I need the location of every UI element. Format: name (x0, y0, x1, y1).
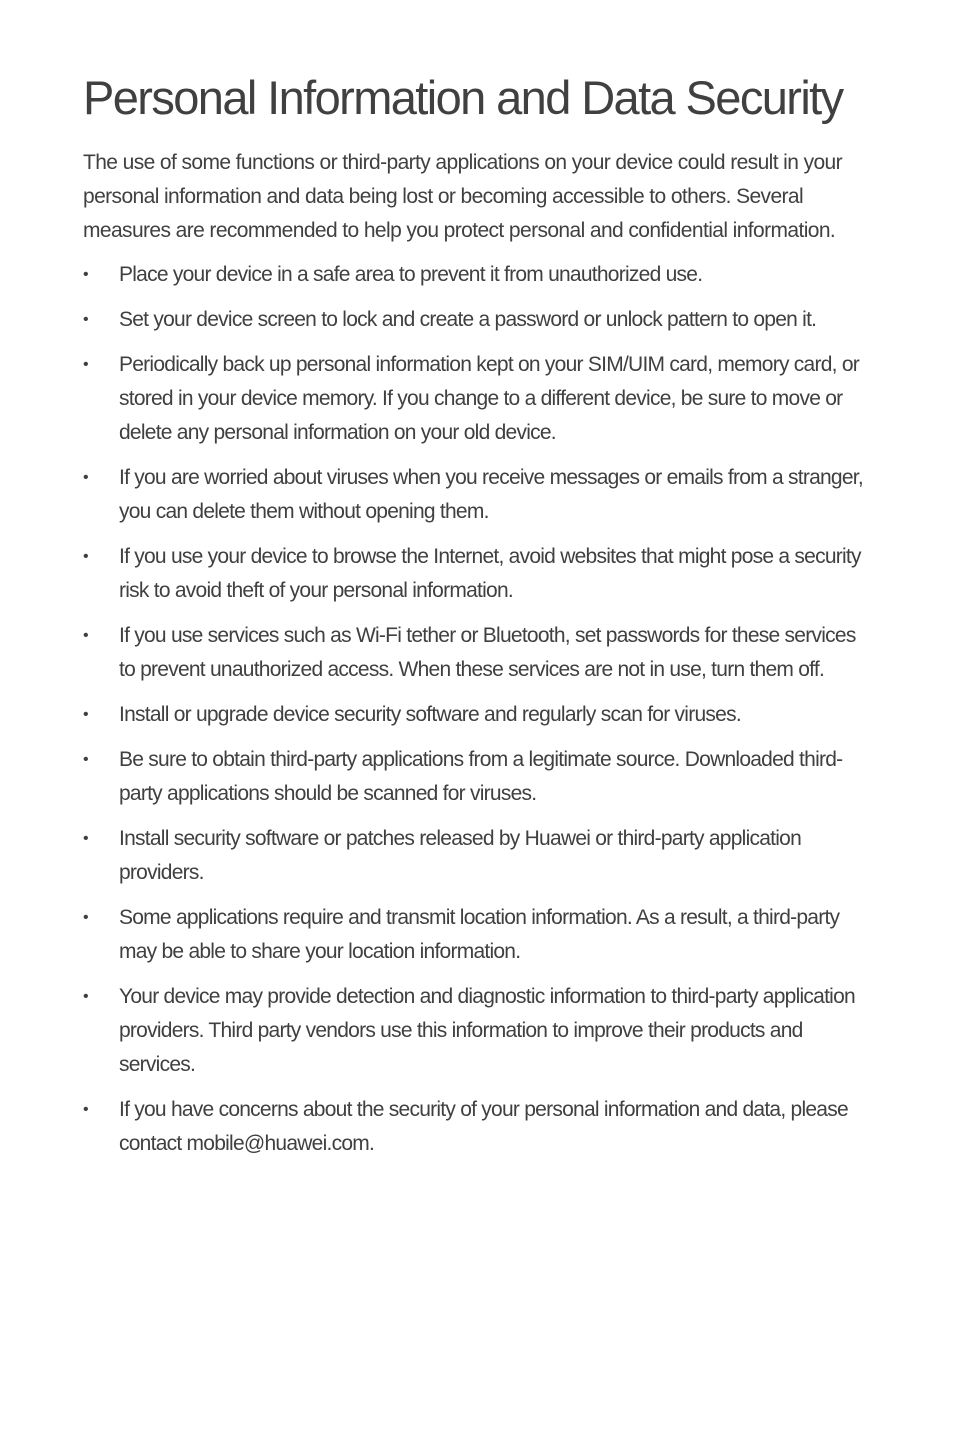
bullet-icon: • (83, 988, 88, 1005)
bullet-icon: • (83, 266, 88, 283)
security-measures-list (83, 258, 873, 1161)
list-item-text: Install security software or patches released by Huawei or third-party application providers. (119, 827, 802, 884)
list-item (83, 461, 873, 529)
list-item-text: If you use your device to browse the Internet, avoid websites that might pose a security risk to avoid theft of your personal information. (119, 545, 861, 602)
page-title: Personal Information and Data Security (83, 71, 843, 124)
list-item (83, 348, 873, 450)
list-item-text: If you use services such as Wi-Fi tether or Bluetooth, set passwords for these services to prevent unauthorized access. When these services are not in use, turn them off. (119, 624, 856, 681)
list-item-text: Be sure to obtain third-party applications from a legitimate source. Downloaded third-party applications should be scanned for viruses. (119, 748, 843, 805)
list-item (83, 540, 873, 608)
list-item (83, 822, 873, 890)
bullet-icon: • (83, 706, 88, 723)
list-item-text: Set your device screen to lock and create a password or unlock pattern to open it. (119, 308, 817, 331)
list-item (83, 743, 873, 811)
bullet-icon: • (83, 627, 88, 644)
list-item-text: If you are worried about viruses when you receive messages or emails from a stranger, you can delete them without opening them. (119, 466, 863, 523)
bullet-icon: • (83, 751, 88, 768)
list-item (83, 698, 873, 732)
bullet-icon: • (83, 356, 88, 373)
list-item-text: Install or upgrade device security software and regularly scan for viruses. (119, 703, 741, 726)
list-item (83, 303, 873, 337)
list-item-text: Periodically back up personal information kept on your SIM/UIM card, memory card, or stored in your device memory. If you change to a different device, be sure to move or delete any personal information on your old device. (119, 353, 859, 444)
list-item-text: Some applications require and transmit location information. As a result, a third-party may be able to share your location information. (119, 906, 840, 963)
list-item (83, 619, 873, 687)
bullet-icon: • (83, 311, 88, 328)
list-item (83, 980, 873, 1082)
bullet-icon: • (83, 909, 88, 926)
list-item-text: Your device may provide detection and diagnostic information to third-party application providers. Third party vendors use this information to improve their products and services. (119, 985, 855, 1076)
bullet-icon: • (83, 830, 88, 847)
list-item-text: Place your device in a safe area to prevent it from unauthorized use. (119, 263, 703, 286)
bullet-icon: • (83, 469, 88, 486)
intro-paragraph: The use of some functions or third-party applications on your device could result in your personal information and data being lost or becoming accessible to others. Several measures are recommended to help you protect personal and confidential information. (83, 151, 843, 242)
list-item-text: If you have concerns about the security of your personal information and data, please contact mobile@huawei.com. (119, 1098, 848, 1155)
bullet-icon: • (83, 1101, 88, 1118)
bullet-icon: • (83, 548, 88, 565)
document-page (83, 62, 873, 1172)
list-item (83, 901, 873, 969)
list-item (83, 258, 873, 292)
list-item (83, 1093, 873, 1161)
